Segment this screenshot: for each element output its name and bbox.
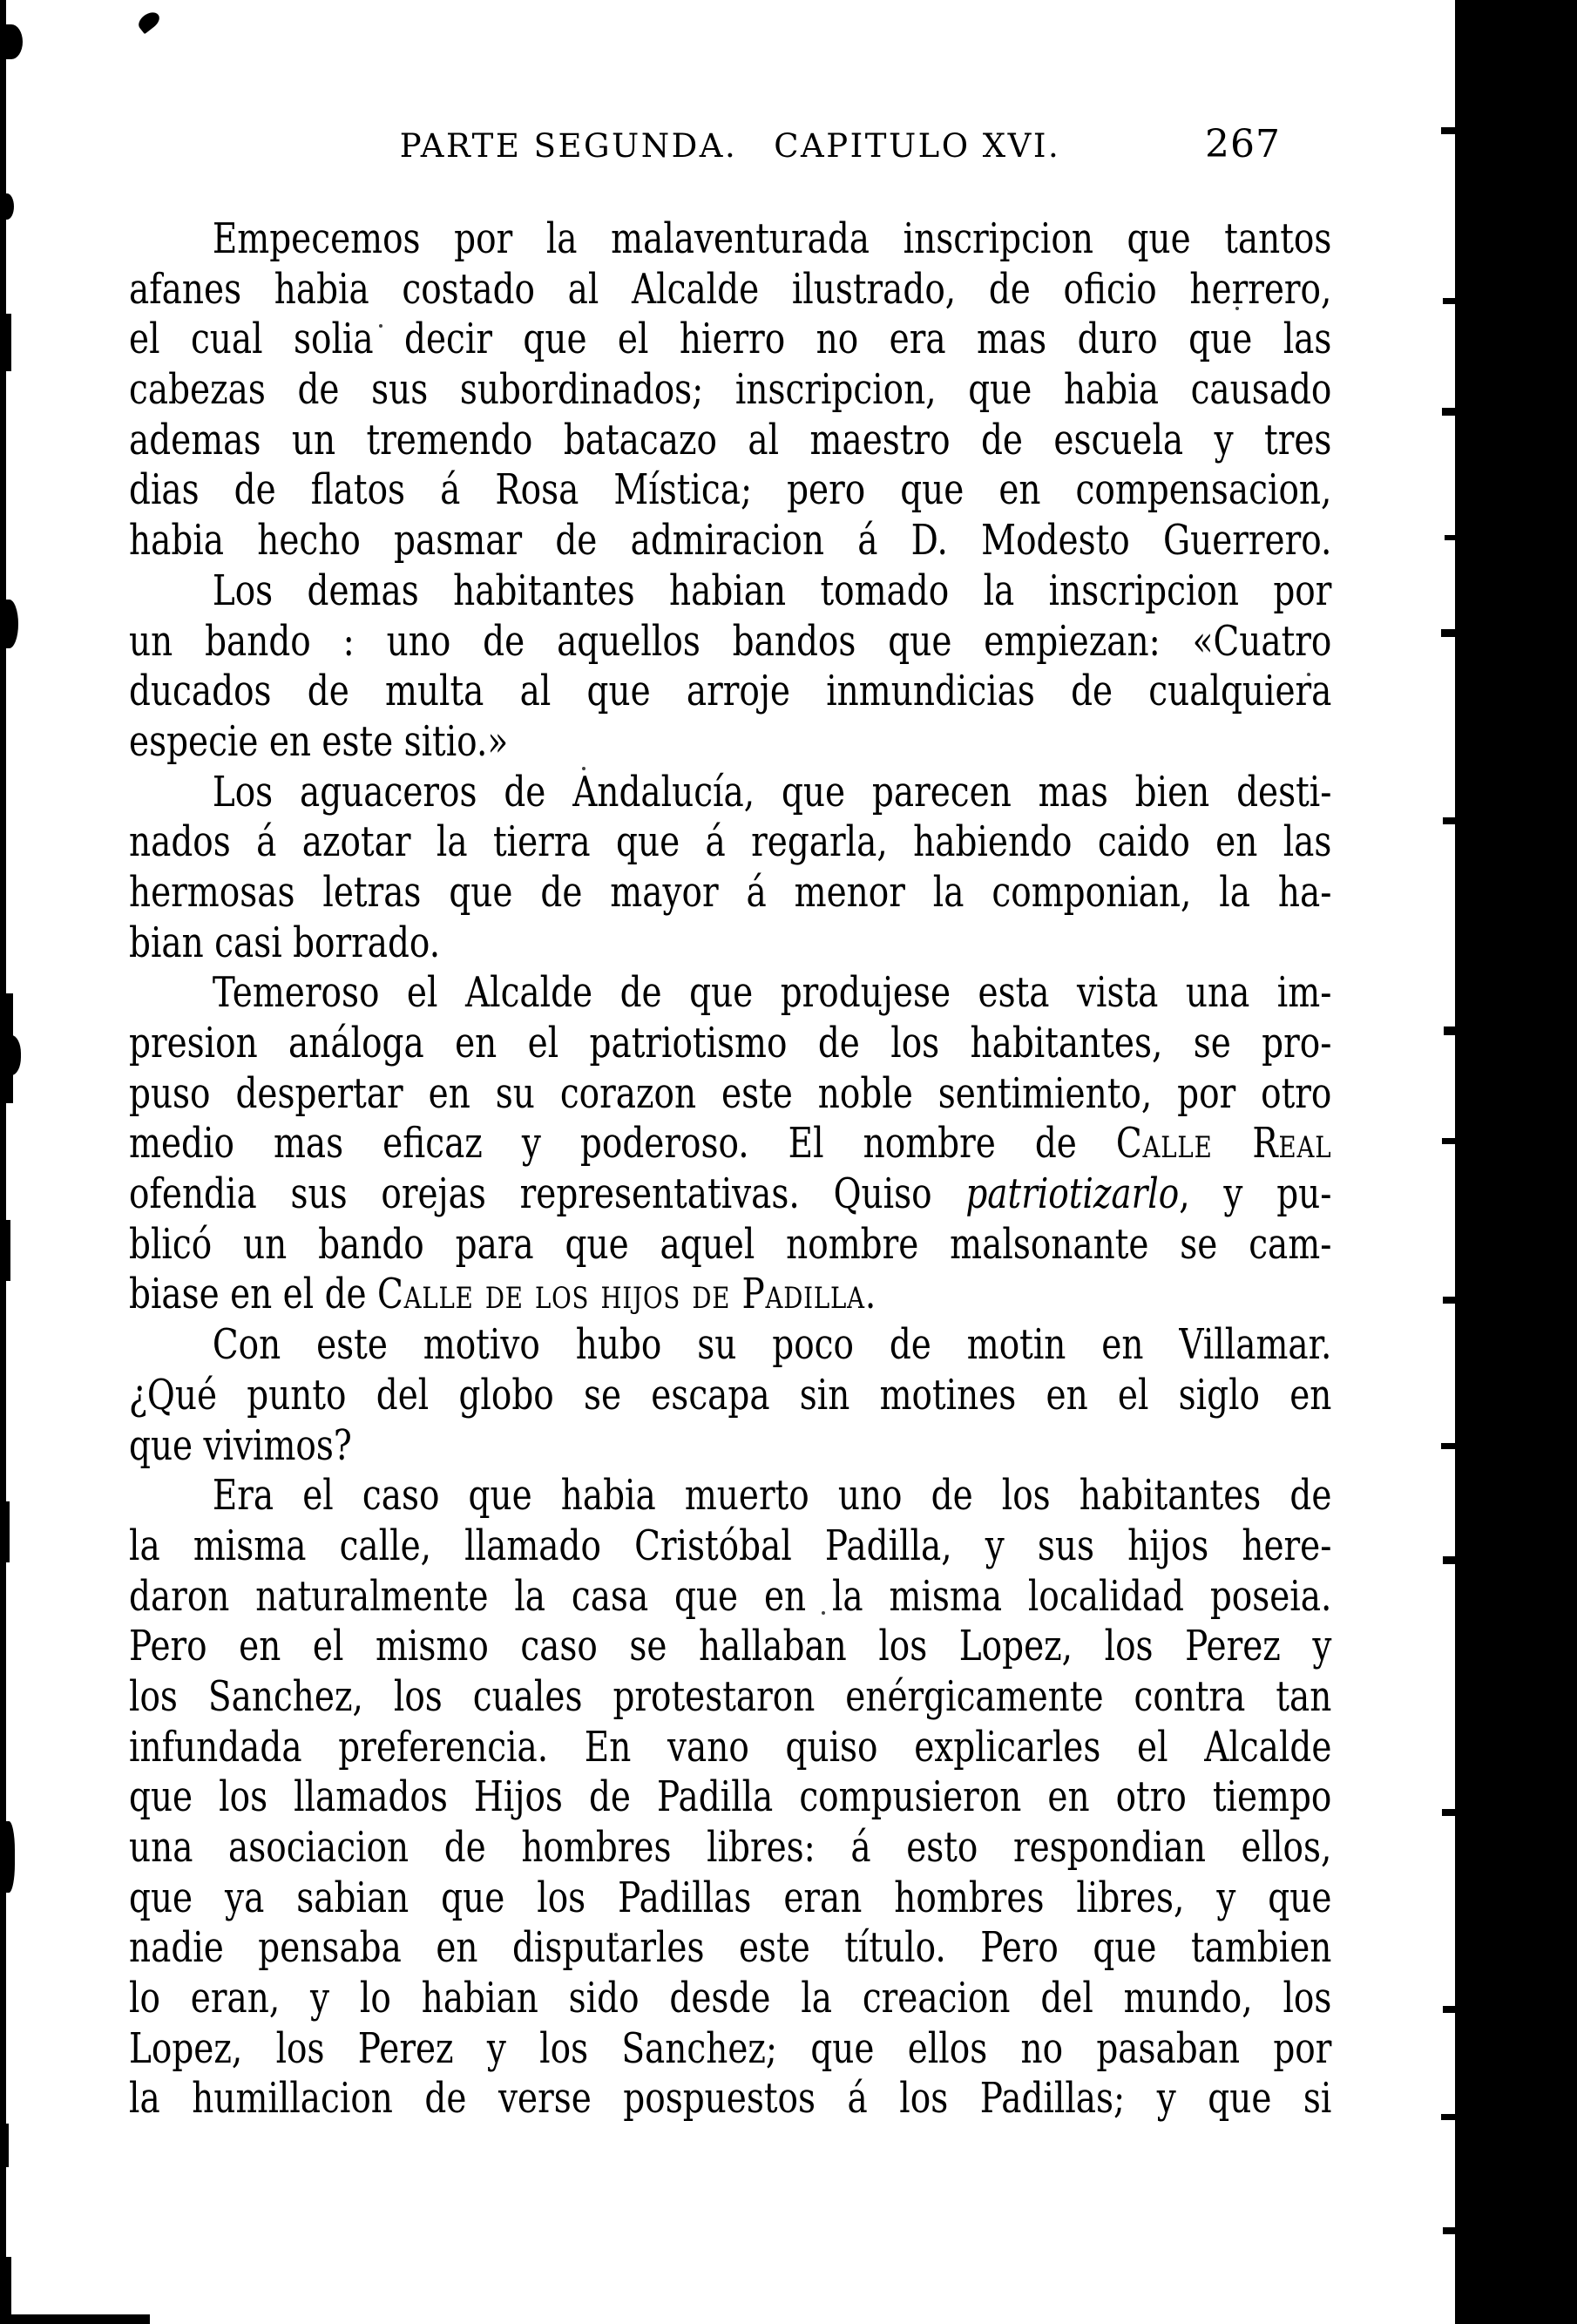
- scan-artifact: [1443, 2006, 1457, 2013]
- scan-artifact: [0, 1220, 10, 1281]
- text-segment: medio mas eficaz y poderoso. El nombre de: [129, 1119, 1116, 1169]
- text-line: [129, 1421, 1331, 1472]
- text-segment: , y pu-: [1179, 1169, 1332, 1219]
- section-title: PARTE SEGUNDA.: [399, 127, 738, 165]
- text-line: [129, 617, 1331, 667]
- text-segment: ducados de multa al que arroje inmundicias de cualquiera: [129, 667, 1332, 716]
- text-segment: Los demas habitantes habian tomado la inscripcion por: [212, 566, 1332, 615]
- text-line: [129, 1622, 1331, 1672]
- text-line: [129, 1169, 1331, 1220]
- text-segment: el cual solia decir que el hierro no era mas duro que las: [129, 315, 1332, 364]
- ink-blob: [136, 9, 163, 34]
- text-segment: cabezas de sus subordinados; inscripcion, que habia causado: [129, 365, 1332, 415]
- scan-artifact: [1442, 1138, 1457, 1144]
- text-segment: infundada preferencia. En vano quiso explicarles el Alcalde: [129, 1722, 1332, 1772]
- scan-artifact: [0, 193, 14, 220]
- text-segment: que vivimos?: [129, 1420, 352, 1470]
- text-segment: afanes habia costado al Alcalde ilustrado, de oficio herrero,: [129, 264, 1332, 314]
- text-line: [129, 1320, 1331, 1371]
- text-segment: una asociacion de hombres libres: á esto respondian ellos,: [129, 1823, 1332, 1872]
- text-line: [129, 1823, 1331, 1873]
- text-line: [129, 516, 1331, 566]
- text-line: [129, 465, 1331, 516]
- text-segment: la humillacion de verse pospuestos á los Padillas; y que si: [129, 2074, 1332, 2124]
- text-line: [129, 1220, 1331, 1270]
- scan-artifact: [0, 1821, 15, 1893]
- scan-artifact: [0, 314, 11, 371]
- text-line: [129, 1672, 1331, 1723]
- text-line: [129, 1772, 1331, 1823]
- text-segment: especie en este sitio.»: [129, 716, 509, 766]
- scan-artifact: [1442, 1809, 1457, 1816]
- text-line: [129, 717, 1331, 768]
- chapter-title: CAPITULO XVI.: [774, 127, 1061, 165]
- text-line: [129, 1873, 1331, 1924]
- scan-artifact: [1443, 1556, 1457, 1564]
- text-segment: Con este motivo hubo su poco de motin en Villamar.: [212, 1320, 1332, 1370]
- text-line: [129, 214, 1331, 265]
- text-line: [129, 1019, 1331, 1069]
- text-segment: puso despertar en su corazon este noble sentimiento, por otro: [129, 1068, 1332, 1118]
- scan-artifact: [0, 1501, 10, 1562]
- text-line: [129, 1923, 1331, 1974]
- text-line: [129, 817, 1331, 868]
- text-line: [129, 1069, 1331, 1120]
- scan-artifact: [1443, 298, 1457, 304]
- scan-artifact: [1443, 817, 1457, 824]
- text-segment: presion análoga en el patriotismo de los habitantes, se pro-: [129, 1019, 1332, 1067]
- text-line: [129, 1270, 1331, 1320]
- text-segment: Era el caso que habia muerto uno de los habitantes de: [212, 1471, 1332, 1521]
- text-line: [129, 1521, 1331, 1572]
- text-line: [129, 768, 1331, 818]
- scan-artifact: [0, 2124, 9, 2167]
- scan-artifact: [0, 2314, 150, 2324]
- text-segment: bian casi borrado.: [129, 918, 441, 967]
- scan-artifact: [1441, 1443, 1457, 1449]
- scan-artifact: [1443, 1297, 1457, 1304]
- text-line: [129, 1572, 1331, 1623]
- page-number: 267: [1205, 122, 1281, 166]
- italic-text: patriotizarlo: [965, 1169, 1180, 1219]
- text-line: [129, 1371, 1331, 1421]
- text-segment: un bando : uno de aquellos bandos que empiezan: «Cuatro: [129, 616, 1332, 666]
- text-segment: daron naturalmente la casa que en la misma localidad poseia.: [129, 1571, 1332, 1621]
- text-line: [129, 1974, 1331, 2024]
- text-segment: que ya sabian que los Padillas eran hombres libres, y que: [129, 1873, 1332, 1922]
- text-line: [129, 566, 1331, 617]
- text-segment: dias de flatos á Rosa Mística; pero que en compensacion,: [129, 465, 1332, 515]
- text-line: [129, 315, 1331, 365]
- scan-artifact: [0, 600, 18, 648]
- text-segment: hermosas letras que de mayor á menor la componian, la ha-: [129, 867, 1332, 917]
- text-line: [129, 1471, 1331, 1521]
- text-segment: nados á azotar la tierra que á regarla, habiendo caido en las: [129, 817, 1332, 867]
- text-segment: Lopez, los Perez y los Sanchez; que ellos no pasaban por: [129, 2023, 1332, 2073]
- smallcaps-text: Calle Real: [1115, 1119, 1332, 1169]
- text-column: [129, 214, 1331, 2124]
- text-segment: biase en el de: [129, 1270, 377, 1319]
- text-segment: la misma calle, llamado Cristóbal Padilla, y sus hijos here-: [129, 1521, 1332, 1570]
- text-line: [129, 968, 1331, 1019]
- text-segment: ofendia sus orejas representativas. Quiso: [129, 1169, 966, 1219]
- scan-artifact: [0, 24, 23, 59]
- scan-right-band: [1455, 0, 1577, 2324]
- text-segment: blicó un bando para que aquel nombre malsonante se cam-: [129, 1219, 1332, 1269]
- text-segment: lo eran, y lo habian sido desde la creacion del mundo, los: [129, 1974, 1332, 2023]
- text-segment: nadie pensaba en disputarles este título. Pero que tambien: [129, 1923, 1332, 1973]
- text-line: [129, 2074, 1331, 2124]
- text-segment: ademas un tremendo batacazo al maestro de escuela y tres: [129, 415, 1332, 464]
- scan-artifact: [1441, 629, 1457, 637]
- scan-artifact: [1444, 1026, 1457, 1035]
- text-segment: Temeroso el Alcalde de que produjese esta vista una im-: [212, 968, 1332, 1018]
- scan-artifact: [1443, 2227, 1457, 2234]
- text-line: [129, 416, 1331, 466]
- text-segment: que los llamados Hijos de Padilla compusieron en otro tiempo: [129, 1772, 1332, 1822]
- text-line: [129, 868, 1331, 918]
- scan-artifact: [1442, 408, 1457, 416]
- text-line: [129, 918, 1331, 969]
- scan-artifact: [1445, 535, 1457, 540]
- text-line: [129, 1723, 1331, 1773]
- text-segment: los Sanchez, los cuales protestaron enérgicamente contra tan: [129, 1671, 1332, 1721]
- text-segment: Empecemos por la malaventurada inscripcion que tantos: [212, 214, 1332, 263]
- smallcaps-text: Calle de los hijos de Padilla.: [376, 1270, 877, 1319]
- text-segment: Los aguaceros de Andalucía, que parecen mas bien desti-: [212, 767, 1332, 816]
- text-segment: habia hecho pasmar de admiracion á D. Modesto Guerrero.: [129, 516, 1332, 566]
- text-line: [129, 667, 1331, 717]
- scan-artifact: [0, 1035, 21, 1075]
- text-line: [129, 365, 1331, 416]
- text-segment: ¿Qué punto del globo se escapa sin motines en el siglo en: [129, 1370, 1332, 1419]
- scan-artifact: [1441, 2114, 1457, 2120]
- text-line: [129, 2024, 1331, 2075]
- text-segment: Pero en el mismo caso se hallaban los Lopez, los Perez y: [129, 1622, 1332, 1671]
- text-line: [129, 1119, 1331, 1169]
- text-line: [129, 265, 1331, 315]
- scan-artifact: [1441, 127, 1457, 134]
